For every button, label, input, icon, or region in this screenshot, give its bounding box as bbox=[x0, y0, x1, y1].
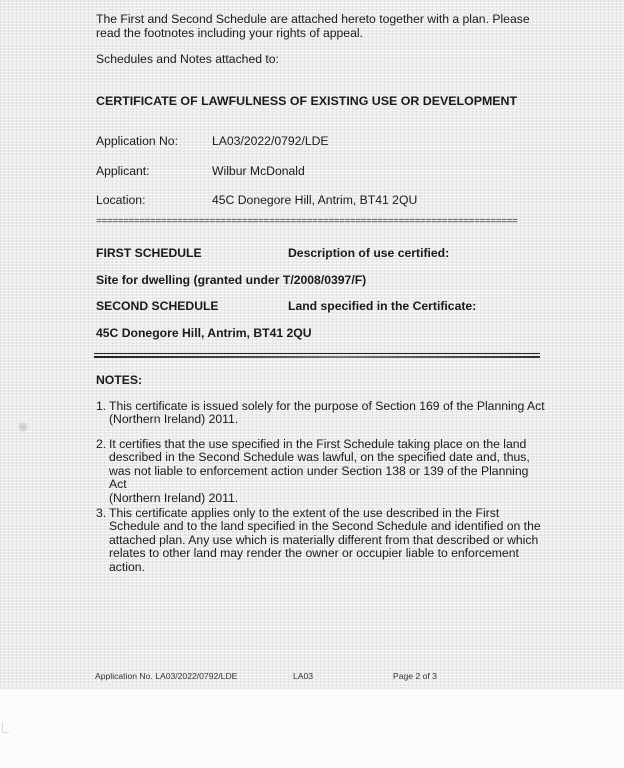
applicant-label: Applicant: bbox=[96, 164, 150, 178]
location-label: Location: bbox=[96, 193, 146, 207]
note-line: This certificate is issued solely for the purpose of Section 169 of the Planning Act bbox=[109, 399, 545, 413]
first-schedule-value: Site for dwelling (granted under T/2008/0397/F) bbox=[96, 273, 367, 287]
note-line: was not liable to enforcement action under Section 138 or 139 of the Planning Act bbox=[109, 463, 529, 492]
rule-line-bottom bbox=[94, 356, 540, 358]
note-line: Schedule and to the land specified in the Second Schedule and identified on the bbox=[109, 519, 541, 534]
second-schedule-heading: SECOND SCHEDULE bbox=[96, 299, 219, 313]
note-number: 1. bbox=[96, 399, 107, 413]
note-item bbox=[96, 400, 546, 427]
note-item bbox=[96, 438, 546, 505]
application-no-label: Application No: bbox=[96, 134, 178, 148]
intro-line-2: read the footnotes including your rights of appeal. bbox=[96, 26, 363, 40]
rule-line-top bbox=[94, 353, 540, 354]
second-schedule-subheading: Land specified in the Certificate: bbox=[288, 299, 477, 313]
note-number: 2. bbox=[96, 437, 107, 451]
location-value: 45C Donegore Hill, Antrim, BT41 2QU bbox=[212, 193, 418, 207]
first-schedule-subheading: Description of use certified: bbox=[288, 246, 450, 260]
note-line: relates to other land may render the owner or occupier liable to enforcement bbox=[109, 546, 519, 561]
footer-office-code: LA03 bbox=[293, 671, 314, 681]
note-number: 3. bbox=[96, 506, 107, 520]
double-rule-divider bbox=[94, 353, 540, 359]
equals-separator: ============================================================================== bbox=[96, 218, 518, 228]
attached-to-label: Schedules and Notes attached to: bbox=[96, 52, 279, 66]
note-line: action. bbox=[109, 559, 145, 574]
footer-page-number: Page 2 of 3 bbox=[393, 671, 437, 681]
footer-application-ref: Application No. LA03/2022/0792/LDE bbox=[95, 671, 238, 681]
notes-heading: NOTES: bbox=[96, 373, 143, 387]
note-line: This certificate applies only to the extent of the use described in the First bbox=[109, 506, 500, 520]
note-line: (Northern Ireland) 2011. bbox=[109, 490, 239, 505]
first-schedule-heading: FIRST SCHEDULE bbox=[96, 246, 202, 260]
applicant-value: Wilbur McDonald bbox=[212, 164, 305, 178]
note-line: attached plan. Any use which is materially different from that described or which bbox=[109, 532, 539, 547]
intro-line-1: The First and Second Schedule are attached hereto together with a plan. Please bbox=[96, 12, 530, 26]
certificate-title: CERTIFICATE OF LAWFULNESS OF EXISTING USE OR DEVELOPMENT bbox=[96, 94, 518, 108]
note-line: (Northern Ireland) 2011. bbox=[109, 412, 239, 427]
note-line: described in the Second Schedule was lawful, on the specified date and, thus, bbox=[109, 450, 530, 465]
application-no-value: LA03/2022/0792/LDE bbox=[212, 134, 329, 148]
note-item bbox=[96, 507, 546, 574]
scan-edge-mark bbox=[2, 722, 9, 733]
second-schedule-value: 45C Donegore Hill, Antrim, BT41 2QU bbox=[96, 326, 312, 340]
note-line: It certifies that the use specified in the First Schedule taking place on the land bbox=[109, 437, 527, 451]
scan-smudge bbox=[18, 422, 28, 432]
